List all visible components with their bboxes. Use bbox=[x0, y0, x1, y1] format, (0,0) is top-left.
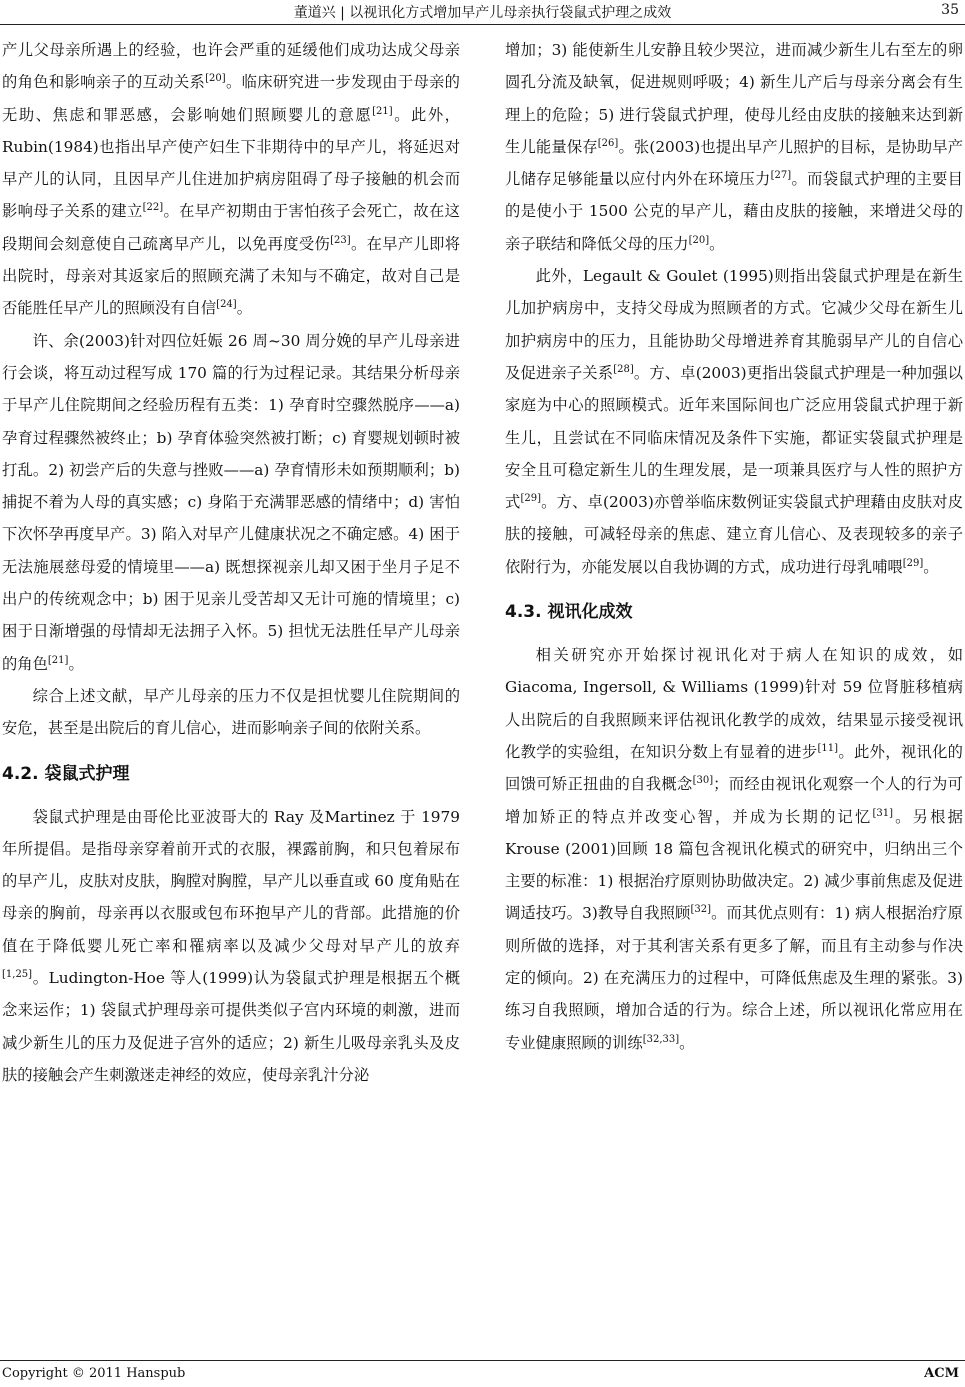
text-run: 增加；3) 能使新生儿安静且较少哭泣，进而减少新生儿右至左的卵圆孔分流及缺氧，促进规则呼吸；4) 新生儿产后与母亲分离会有生理上的危险；5) 进行袋鼠式护理，使母儿经由皮肤的接触来达到新生儿能量保存 bbox=[505, 41, 963, 156]
citation-ref: [29] bbox=[520, 493, 541, 505]
citation-ref: [26] bbox=[597, 137, 619, 149]
text-run: 。此外，Rubin(1984)也指出早产使产妇生下非期待中的早产儿，将延迟对早产儿的认同，且因早产儿住进加护病房阻碍了母子接触的机会而影响母子关系的建立 bbox=[2, 105, 460, 221]
text-run: 。在早产儿即将出院时，母亲对其返家后的照顾充满了未知与不确定，故对自己是否能胜任早产儿的照顾没有自信 bbox=[2, 234, 460, 318]
section-heading: 4.3. 视讯化成效 bbox=[505, 602, 633, 623]
text-run: 。方、卓(2003)亦曾举临床数例证实袋鼠式护理藉由皮肤对皮肤的接触，可减轻母亲的焦虑、建立育儿信心、及表现较多的亲子依附行为，亦能发展以自我协调的方式，成功进行母乳哺喂 bbox=[505, 493, 963, 576]
citation-ref: [30] bbox=[692, 775, 714, 787]
text-run: 。 bbox=[709, 234, 725, 253]
paragraph bbox=[2, 680, 460, 745]
text-run: 。Ludington-Hoe 等人(1999)认为袋鼠式护理是根据五个概念来运作；1) 袋鼠式护理母亲可提供类似子宫内环境的刺激，进而减少新生儿的压力及促进子宫外的适应；2) 新生儿吸母亲乳头及皮肤的接触会产生刺激迷走神经的效应，使母亲乳汁分泌 bbox=[2, 969, 460, 1084]
journal-name: ACM bbox=[924, 1366, 959, 1381]
page-number: 35 bbox=[941, 2, 959, 18]
citation-ref: [1,25] bbox=[2, 969, 33, 981]
paragraph bbox=[2, 325, 460, 680]
text-run: 。此外，视讯化的回馈可矫正扭曲的自我概念 bbox=[505, 742, 963, 794]
running-header bbox=[0, 0, 965, 25]
citation-ref: [32] bbox=[690, 904, 711, 916]
text-run: 袋鼠式护理是由哥伦比亚波哥大的 Ray 及Martinez 于 1979 年所提倡。是指母亲穿着前开式的衣服，裸露前胸，和只包着尿布的早产儿，皮肤对皮肤，胸膛对胸膛，早产儿以垂直或 60 度角贴在母亲的胸前，母亲再以衣服或包布环抱早产儿的背部。此措施的价值在于降低婴儿死亡率和罹病率以及减少父母对早产儿的放弃 bbox=[2, 807, 460, 955]
text-run: 。在早产初期由于害怕孩子会死亡，故在这段期间会刻意使自己疏离早产儿，以免再度受伤 bbox=[2, 202, 460, 253]
page-footer bbox=[0, 1360, 965, 1387]
copyright-notice: Copyright © 2011 Hanspub bbox=[2, 1366, 186, 1381]
text-run: 许、余(2003)针对四位妊娠 26 周~30 周分娩的早产儿母亲进行会谈，将互动过程写成 170 篇的行为过程记录。其结果分析母亲于早产儿住院期间之经验历程有五类：1) 孕育时空骤然脱序——a) 孕育过程骤然被终止；b) 孕育体验突然被打断；c) 育婴规划顿时被打乱。2) 初尝产后的失意与挫败——a) 孕育情形未如预期顺利；b) 捕捉不着为人母的真实感；c) 身陷于充满罪恶感的情绪中；d) 害怕下次怀孕再度早产。3) 陷入对早产儿健康状况之不确定感。4) 困于无法施展慈母爱的情境里——a) 既想探视亲儿却又困于坐月子足不出户的传统观念中；b) 困于见亲儿受苦却又无计可施的情境里；c) 困于日渐增强的母情却无法拥子入怀。5) 担忧无法胜任早产儿母亲的角色 bbox=[2, 331, 460, 673]
text-run: 相关研究亦开始探讨视讯化对于病人在知识的成效，如 Giacoma, Ingersoll, & Williams (1999)针对 59 位肾脏移植病人出院后的自我照顾来评估视讯化教学的成效，结果显示接受视讯化教学的实验组，在知识分数上有显着的进步 bbox=[505, 646, 963, 761]
citation-ref: [11] bbox=[817, 742, 838, 754]
text-run: 此外，Legault & Goulet (1995)则指出袋鼠式护理是在新生儿加护病房中，支持父母成为照顾者的方式。它减少父母在新生儿加护病房中的压力，且能协助父母增进养育其脆弱早产儿的自信心及促进亲子关系 bbox=[505, 267, 963, 382]
text-run: 。另根据 Krouse (2001)回顾 18 篇包含视讯化模式的研究中，归纳出三个主要的标准：1) 根据治疗原则协助做决定。2) 减少事前焦虑及促进调适技巧。3)教导自我照顾 bbox=[505, 807, 963, 923]
citation-ref: [28] bbox=[613, 363, 634, 375]
paragraph bbox=[505, 639, 963, 1059]
running-title: 董道兴 | 以视讯化方式增加早产儿母亲执行袋鼠式护理之成效 bbox=[293, 5, 672, 21]
citation-ref: [23] bbox=[330, 234, 351, 246]
left-column bbox=[2, 34, 460, 1091]
text-run: 。 bbox=[68, 654, 84, 673]
paragraph bbox=[505, 34, 963, 260]
citation-ref: [27] bbox=[770, 170, 792, 182]
citation-ref: [20] bbox=[205, 73, 226, 85]
citation-ref: [20] bbox=[688, 234, 710, 246]
citation-ref: [32,33] bbox=[642, 1033, 680, 1045]
text-run: 。张(2003)也提出早产儿照护的目标，是协助早产儿储存足够能量以应付内外在环境压力 bbox=[505, 137, 963, 189]
citation-ref: [21] bbox=[372, 105, 393, 117]
citation-ref: [22] bbox=[142, 202, 164, 214]
citation-ref: [31] bbox=[872, 807, 893, 819]
paragraph bbox=[505, 260, 963, 583]
text-run: 。而袋鼠式护理的主要目的是使小于 1500 公克的早产儿，藉由皮肤的接触，来增进父母的亲子联结和降低父母的压力 bbox=[505, 170, 963, 253]
citation-ref: [24] bbox=[216, 299, 237, 311]
paragraph bbox=[2, 34, 460, 325]
paragraph bbox=[2, 801, 460, 1092]
text-run: 。而其优点则有：1) 病人根据治疗原则所做的选择，对于其利害关系有更多了解，而且有主动参与作决定的倾向。2) 在充满压力的过程中，可降低焦虑及生理的紧张。3) 练习自我照顾，增加合适的行为。综合上述，所以视讯化常应用在专业健康照顾的训练 bbox=[505, 904, 963, 1052]
text-run: 产儿父母亲所遇上的经验，也许会严重的延缓他们成功达成父母亲的角色和影响亲子的互动关系 bbox=[2, 41, 460, 92]
citation-ref: [29] bbox=[902, 557, 924, 569]
citation-ref: [21] bbox=[47, 654, 69, 666]
right-column bbox=[505, 34, 963, 1059]
section-heading: 4.2. 袋鼠式护理 bbox=[2, 763, 130, 784]
text-run: 。方、卓(2003)更指出袋鼠式护理是一种加强以家庭为中心的照顾模式。近年来国际间也广泛应用袋鼠式护理于新生儿，且尝试在不同临床情况及条件下实施，都证实袋鼠式护理是安全且可稳定新生儿的生理发展，是一项兼具医疗与人性的照护方式 bbox=[505, 363, 963, 512]
text-run: ；而经由视讯化观察一个人的行为可增加矫正的特点并改变心智，并成为长期的记忆 bbox=[505, 775, 963, 826]
text-run: 综合上述文献，早产儿母亲的压力不仅是担忧婴儿住院期间的安危，甚至是出院后的育儿信心，进而影响亲子间的依附关系。 bbox=[2, 686, 460, 738]
text-run: 。 bbox=[236, 299, 253, 318]
text-run: 。 bbox=[679, 1033, 695, 1052]
text-run: 。临床研究进一步发现由于母亲的无助、焦虑和罪恶感，会影响她们照顾婴儿的意愿 bbox=[2, 73, 460, 124]
text-run: 。 bbox=[923, 557, 939, 576]
